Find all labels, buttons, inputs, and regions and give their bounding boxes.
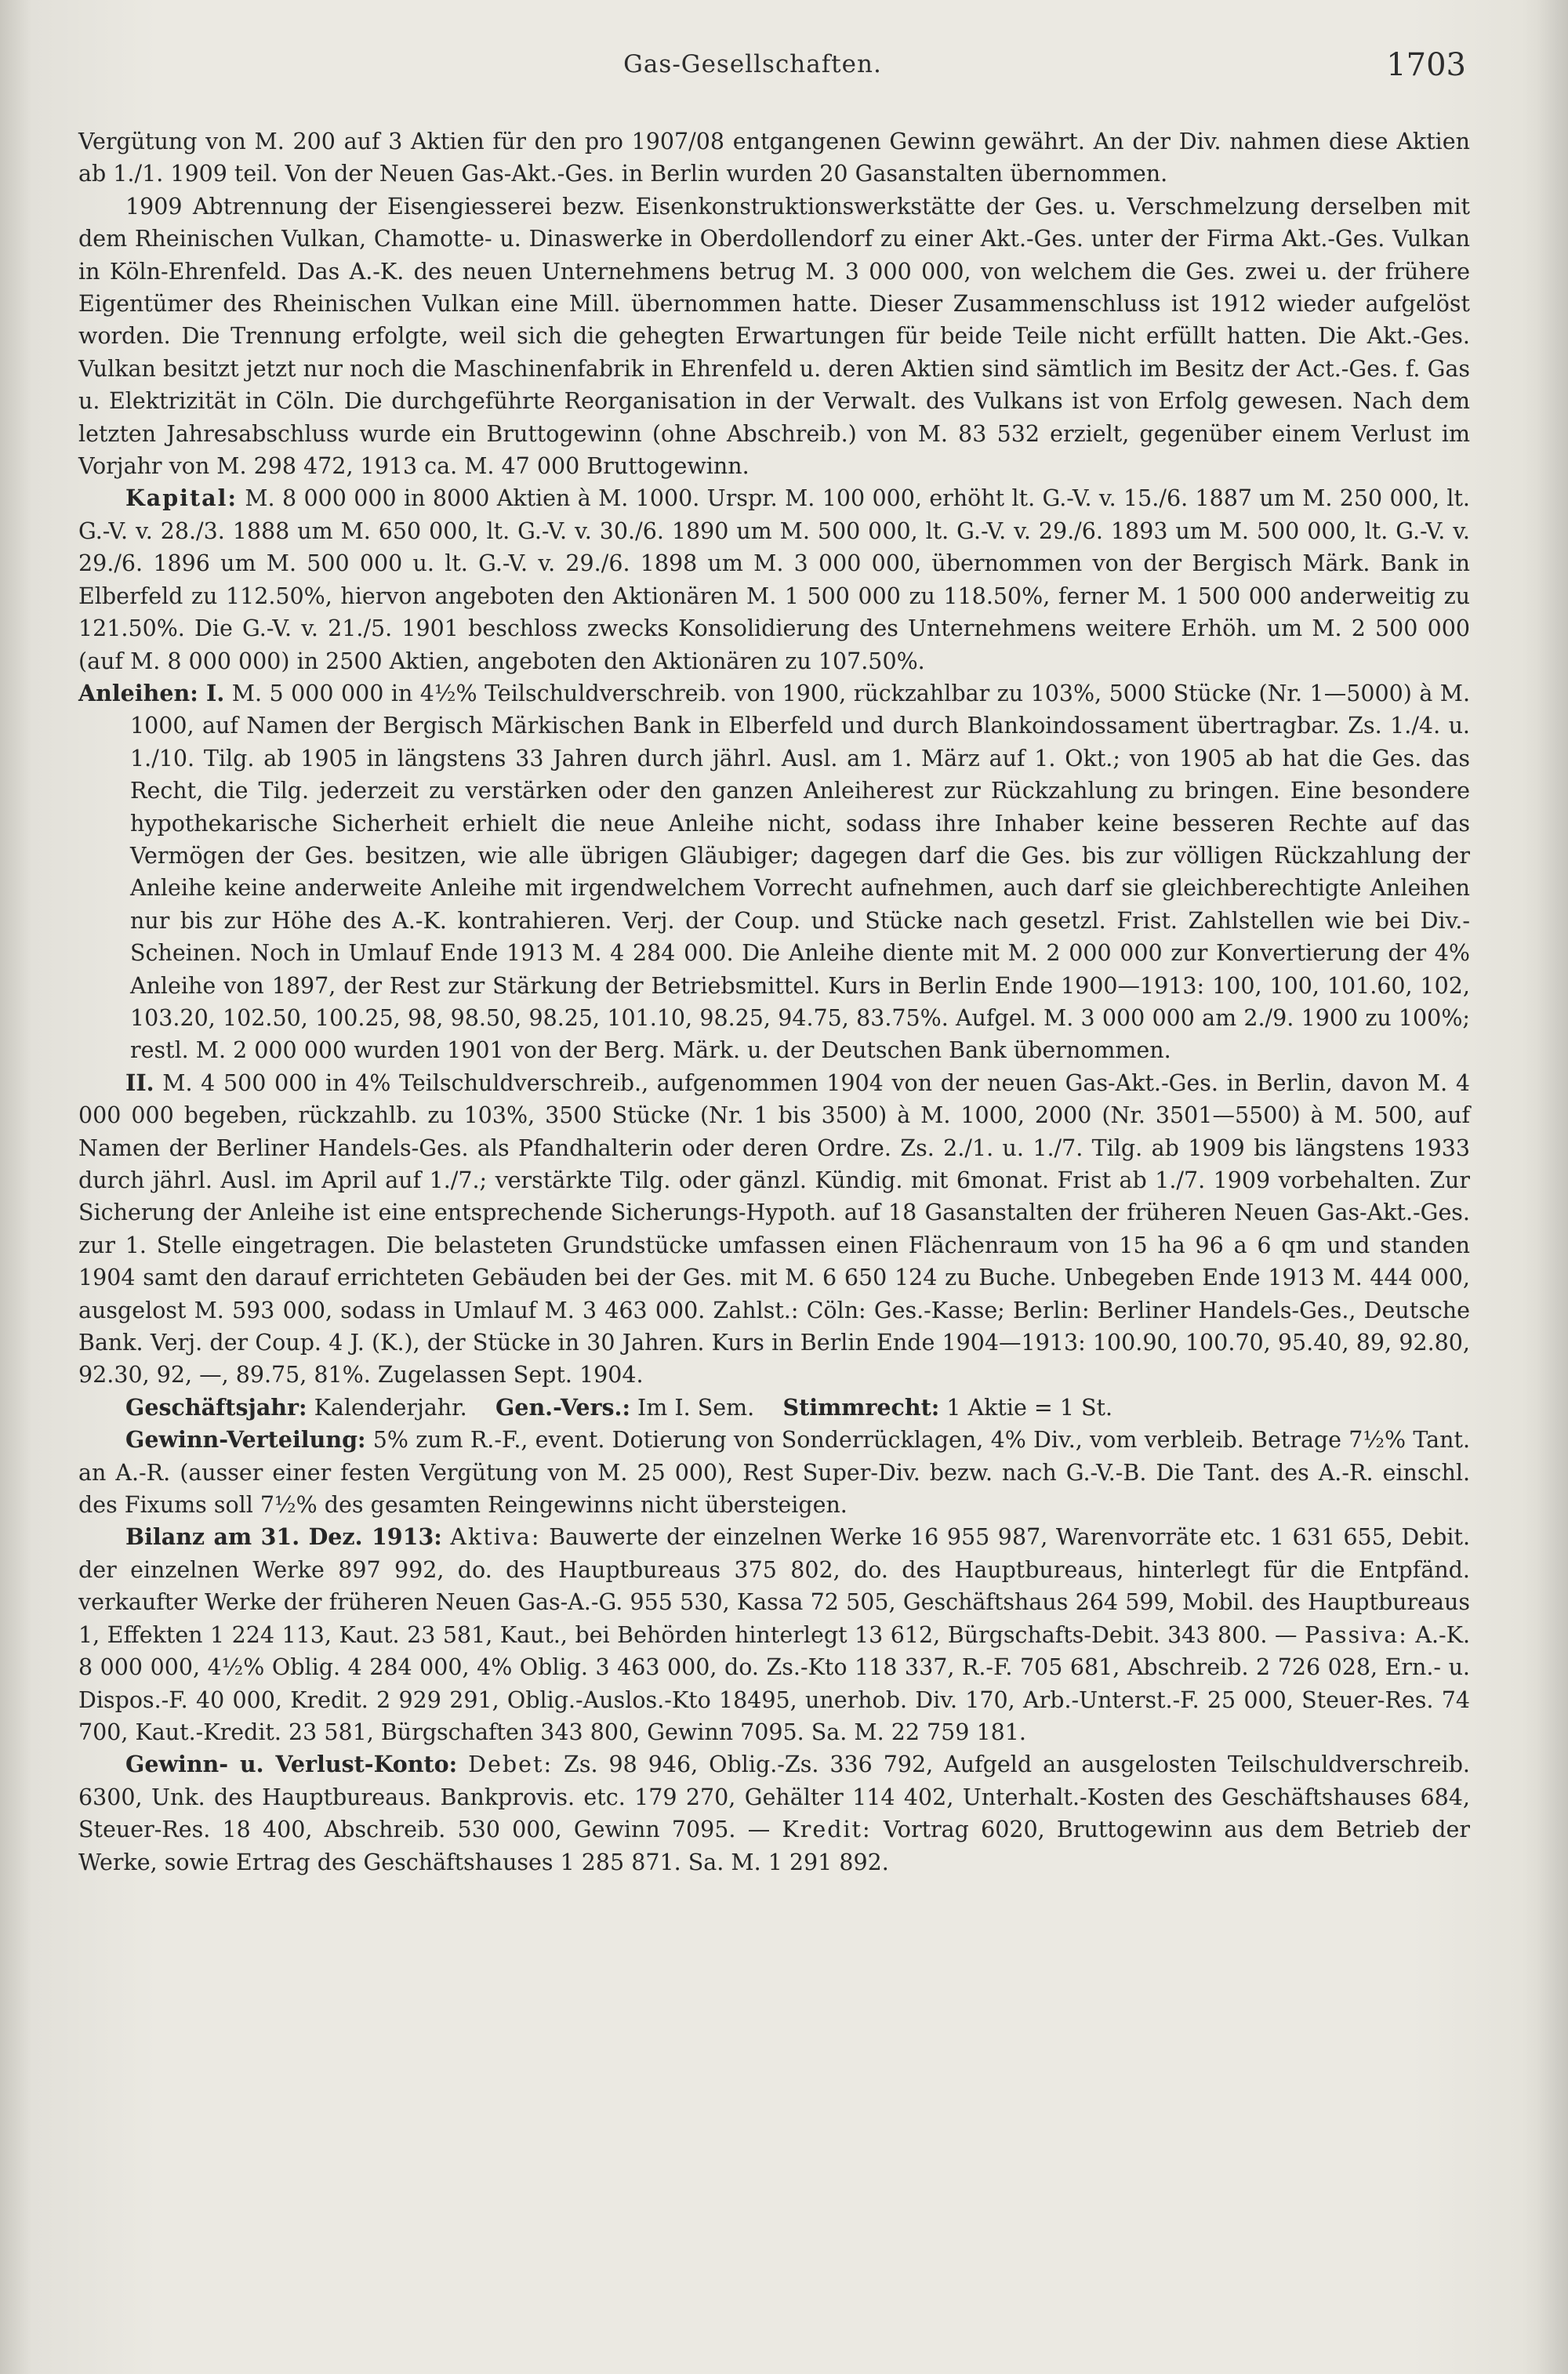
anleihen-label: Anleihen: I.: [78, 679, 225, 706]
section-gewinn-verteilung: [78, 1424, 1470, 1521]
page-header: [47, 47, 1466, 89]
genvers-text: Im I. Sem.: [637, 1394, 755, 1421]
paragraph-history-1909: 1909 Abtrennung der Eisengiesserei bezw. Eisenkonstruktionswerkstätte der Ges. u. Verschmelzung derselben mit dem Rheinischen Vulkan, Chamotte- u. Dinaswerke in Oberdollendorf zu einer Akt.-Ges. unter der Firma Akt.-Ges. Vulkan in Köln-Ehrenfeld. Das A.-K. des neuen Unternehmens betrug M. 3 000 000, von welchem die Ges. zwei u. der frühere Eigentümer des Rheinischen Vulkan eine Mill. übernommen hatte. Dieser Zusammenschluss ist 1912 wieder aufgelöst worden. Die Trennung erfolgte, weil sich die gehegten Erwartungen für beide Teile nicht erfüllt hatten. Die Akt.-Ges. Vulkan besitzt jetzt nur noch die Maschinenfabrik in Ehrenfeld u. deren Aktien sind sämtlich im Besitz der Act.-Ges. f. Gas u. Elektrizität in Cöln. Die durchgeführte Reorganisation in der Verwalt. des Vulkans ist von Erfolg gewesen. Nach dem letzten Jahresabschluss wurde ein Bruttogewinn (ohne Abschreib.) von M. 83 532 erzielt, gegenüber einem Verlust im Vorjahr von M. 298 472, 1913 ca. M. 47 000 Bruttogewinn.: [78, 193, 1470, 480]
passiva-label: Passiva:: [1304, 1621, 1408, 1648]
page-number: 1703: [1386, 47, 1466, 83]
guv-label: Gewinn- u. Verlust-Konto:: [125, 1751, 458, 1778]
anleihen-1-text: M. 5 000 000 in 4½% Teilschuldverschreib. von 1900, rückzahlbar zu 103%, 5000 Stücke (Nr. 1—5000) à M. 1000, auf Namen der Bergisch Märkischen Bank in Elberfeld und durch Blankoindossament übertragbar. Zs. 1./4. u. 1./10. Tilg. ab 1905 in längstens 33 Jahren durch jährl. Ausl. am 1. März auf 1. Okt.; von 1905 ab hat die Ges. das Recht, die Tilg. jederzeit zu verstärken oder den ganzen Anleiherest zur Rückzahlung zu bringen. Eine besondere hypothekarische Sicherheit erhielt die neue Anleihe nicht, sodass ihre Inhaber keine besseren Rechte auf das Vermögen der Ges. besitzen, wie alle übrigen Gläubiger; dagegen darf die Ges. bis zur völligen Rückzahlung der Anleihe keine anderweite Anleihe mit irgendwelchem Vorrecht aufnehmen, auch darf sie gleichberechtigte Anleihen nur bis zur Höhe des A.-K. kontrahieren. Verj. der Coup. und Stücke nach gesetzl. Frist. Zahlstellen wie bei Div.-Scheinen. Noch in Umlauf Ende 1913 M. 4 284 000. Die Anleihe diente mit M. 2 000 000 zur Konvertierung der 4% Anleihe von 1897, der Rest zur Stärkung der Betriebsmittel. Kurs in Berlin Ende 1900—1913: 100, 100, 101.60, 102, 103.20, 102.50, 100.25, 98, 98.50, 98.25, 101.10, 98.25, 94.75, 83.75%. Aufgel. M. 3 000 000 am 2./9. 1900 zu 100%; restl. M. 2 000 000 wurden 1901 von der Berg. Märk. u. der Deutschen Bank übernommen.: [130, 680, 1471, 1064]
page-body: [78, 125, 1470, 1879]
gewinn-verteilung-text: 5% zum R.-F., event. Dotierung von Sonderrücklagen, 4% Div., vom verbleib. Betrage 7½% Tant. an A.-R. (ausser einer festen Vergütung von M. 25 000), Rest Super-Div. bezw. nach G.-V.-B. Die Tant. des A.-R. einschl. des Fixums soll 7½% des gesamten Reingewinns nicht übersteigen.: [78, 1427, 1471, 1519]
geschaeftsjahr-label: Geschäftsjahr:: [125, 1393, 307, 1421]
kapital-text: M. 8 000 000 in 8000 Aktien à M. 1000. Urspr. M. 100 000, erhöht lt. G.-V. v. 15./6. 1887 um M. 250 000, lt. G.-V. v. 28./3. 1888 um M. 650 000, lt. G.-V. v. 30./6. 1890 um M. 500 000, lt. G.-V. v. 29./6. 1893 um M. 500 000, lt. G.-V. v. 29./6. 1896 um M. 500 000 u. lt. G.-V. v. 29./6. 1898 um M. 3 000 000, übernommen von der Bergisch Märk. Bank in Elberfeld zu 112.50%, hiervon angeboten den Aktionären M. 1 500 000 zu 118.50%, ferner M. 1 500 000 anderweitig zu 121.50%. Die G.-V. v. 21./5. 1901 beschloss zwecks Konsolidierung des Unternehmens weitere Erhöh. um M. 2 500 000 (auf M. 8 000 000) in 2500 Aktien, angeboten den Aktionären zu 107.50%.: [78, 485, 1470, 674]
running-title: Gas-Gesellschaften.: [623, 50, 882, 78]
kapital-label: Kapital:: [125, 485, 238, 512]
section-guv: [78, 1748, 1470, 1879]
genvers-label: Gen.-Vers.:: [495, 1393, 630, 1421]
bilanz-label: Bilanz am 31. Dez. 1913:: [125, 1523, 442, 1551]
section-bilanz: [78, 1521, 1470, 1748]
gewinn-verteilung-label: Gewinn-Verteilung:: [125, 1426, 366, 1454]
kredit-text: Vortrag 6020, Bruttogewinn aus dem Betrieb der Werke, sowie Ertrag des Geschäftshauses 1 285 871. Sa. M. 1 291 892.: [78, 1817, 1471, 1875]
geschaeftsjahr-text: Kalenderjahr.: [314, 1394, 467, 1421]
aktiva-text: Bauwerte der einzelnen Werke 16 955 987, Warenvorräte etc. 1 631 655, Debit. der einzelnen Werke 897 992, do. des Hauptbureaus 375 802, do. des Hauptbureaus, hinterlegt für die Entpfänd. verkaufter Werke der früheren Neuen Gas-A.-G. 955 530, Kassa 72 505, Geschäftshaus 264 599, Mobil. des Hauptbureaus 1, Effekten 1 224 113, Kaut. 23 581, Kaut., bei Behörden hinterlegt 13 612, Bürgschafts-Debit. 343 800. —: [78, 1524, 1471, 1648]
passiva-text: A.-K. 8 000 000, 4½% Oblig. 4 284 000, 4% Oblig. 3 463 000, do. Zs.-Kto 118 337, R.-F. 705 681, Abschreib. 2 726 028, Ern.- u. Dispos.-F. 40 000, Kredit. 2 929 291, Oblig.-Auslos.-Kto 18495, unerhob. Div. 170, Arb.-Unterst.-F. 25 000, Steuer-Res. 74 700, Kaut.-Kredit. 23 581, Bürgschaften 343 800, Gewinn 7095. Sa. M. 22 759 181.: [78, 1621, 1470, 1745]
debet-text: Zs. 98 946, Oblig.-Zs. 336 792, Aufgeld an ausgelosten Teilschuldverschreib. 6300, Unk. des Hauptbureaus. Bankprovis. etc. 179 270, Gehälter 114 402, Unterhalt.-Kosten des Geschäftshauses 684, Steuer-Res. 18 400, Abschreib. 530 000, Gewinn 7095. —: [78, 1751, 1470, 1843]
stimmrecht-label: Stimmrecht:: [782, 1393, 940, 1421]
section-meta: [78, 1392, 1470, 1424]
anleihen-2-text: M. 4 500 000 in 4% Teilschuldverschreib., aufgenommen 1904 von der neuen Gas-Akt.-Ges. in Berlin, davon M. 4 000 000 begeben, rückzahlb. zu 103%, 3500 Stücke (Nr. 1 bis 3500) à M. 1000, 2000 (Nr. 3501—5500) à M. 500, auf Namen der Berliner Handels-Ges. als Pfandhalterin oder deren Ordre. Zs. 2./1. u. 1./7. Tilg. ab 1909 bis längstens 1933 durch jährl. Ausl. im April auf 1./7.; verstärkte Tilg. oder gänzl. Kündig. mit 6monat. Frist ab 1./7. 1909 vorbehalten. Zur Sicherung der Anleihe ist eine entsprechende Sicherungs-Hypoth. auf 18 Gasanstalten der früheren Neuen Gas-Akt.-Ges. zur 1. Stelle eingetragen. Die belasteten Grundstücke umfassen einen Flächenraum von 15 ha 96 a 6 qm und standen 1904 samt den darauf errichteten Gebäuden bei der Ges. mit M. 6 650 124 zu Buche. Unbegeben Ende 1913 M. 444 000, ausgelost M. 593 000, sodass in Umlauf M. 3 463 000. Zahlst.: Cöln: Ges.-Kasse; Berlin: Berliner Handels-Ges., Deutsche Bank. Verj. der Coup. 4 J. (K.), der Stücke in 30 Jahren. Kurs in Berlin Ende 1904—1913: 100.90, 100.70, 95.40, 89, 92.80, 92.30, 92, —, 89.75, 81%. Zugelassen Sept. 1904.: [78, 1069, 1470, 1388]
section-kapital: [78, 482, 1470, 677]
kredit-label: Kredit:: [782, 1817, 872, 1843]
aktiva-label: Aktiva:: [450, 1524, 541, 1551]
section-anleihen-2: [78, 1067, 1470, 1392]
debet-label: Debet:: [468, 1751, 554, 1778]
anleihen-2-label: II.: [125, 1069, 154, 1096]
page-edge-shadow: [1521, 0, 1568, 2374]
paragraph-history-continued: Vergütung von M. 200 auf 3 Aktien für den pro 1907/08 entgangenen Gewinn gewährt. An der Div. nahmen diese Aktien ab 1./1. 1909 teil. Von der Neuen Gas-Akt.-Ges. in Berlin wurden 20 Gasanstalten übernommen.: [78, 129, 1470, 187]
section-anleihen-1: [78, 677, 1470, 1067]
stimmrecht-text: 1 Aktie = 1 St.: [946, 1394, 1113, 1421]
